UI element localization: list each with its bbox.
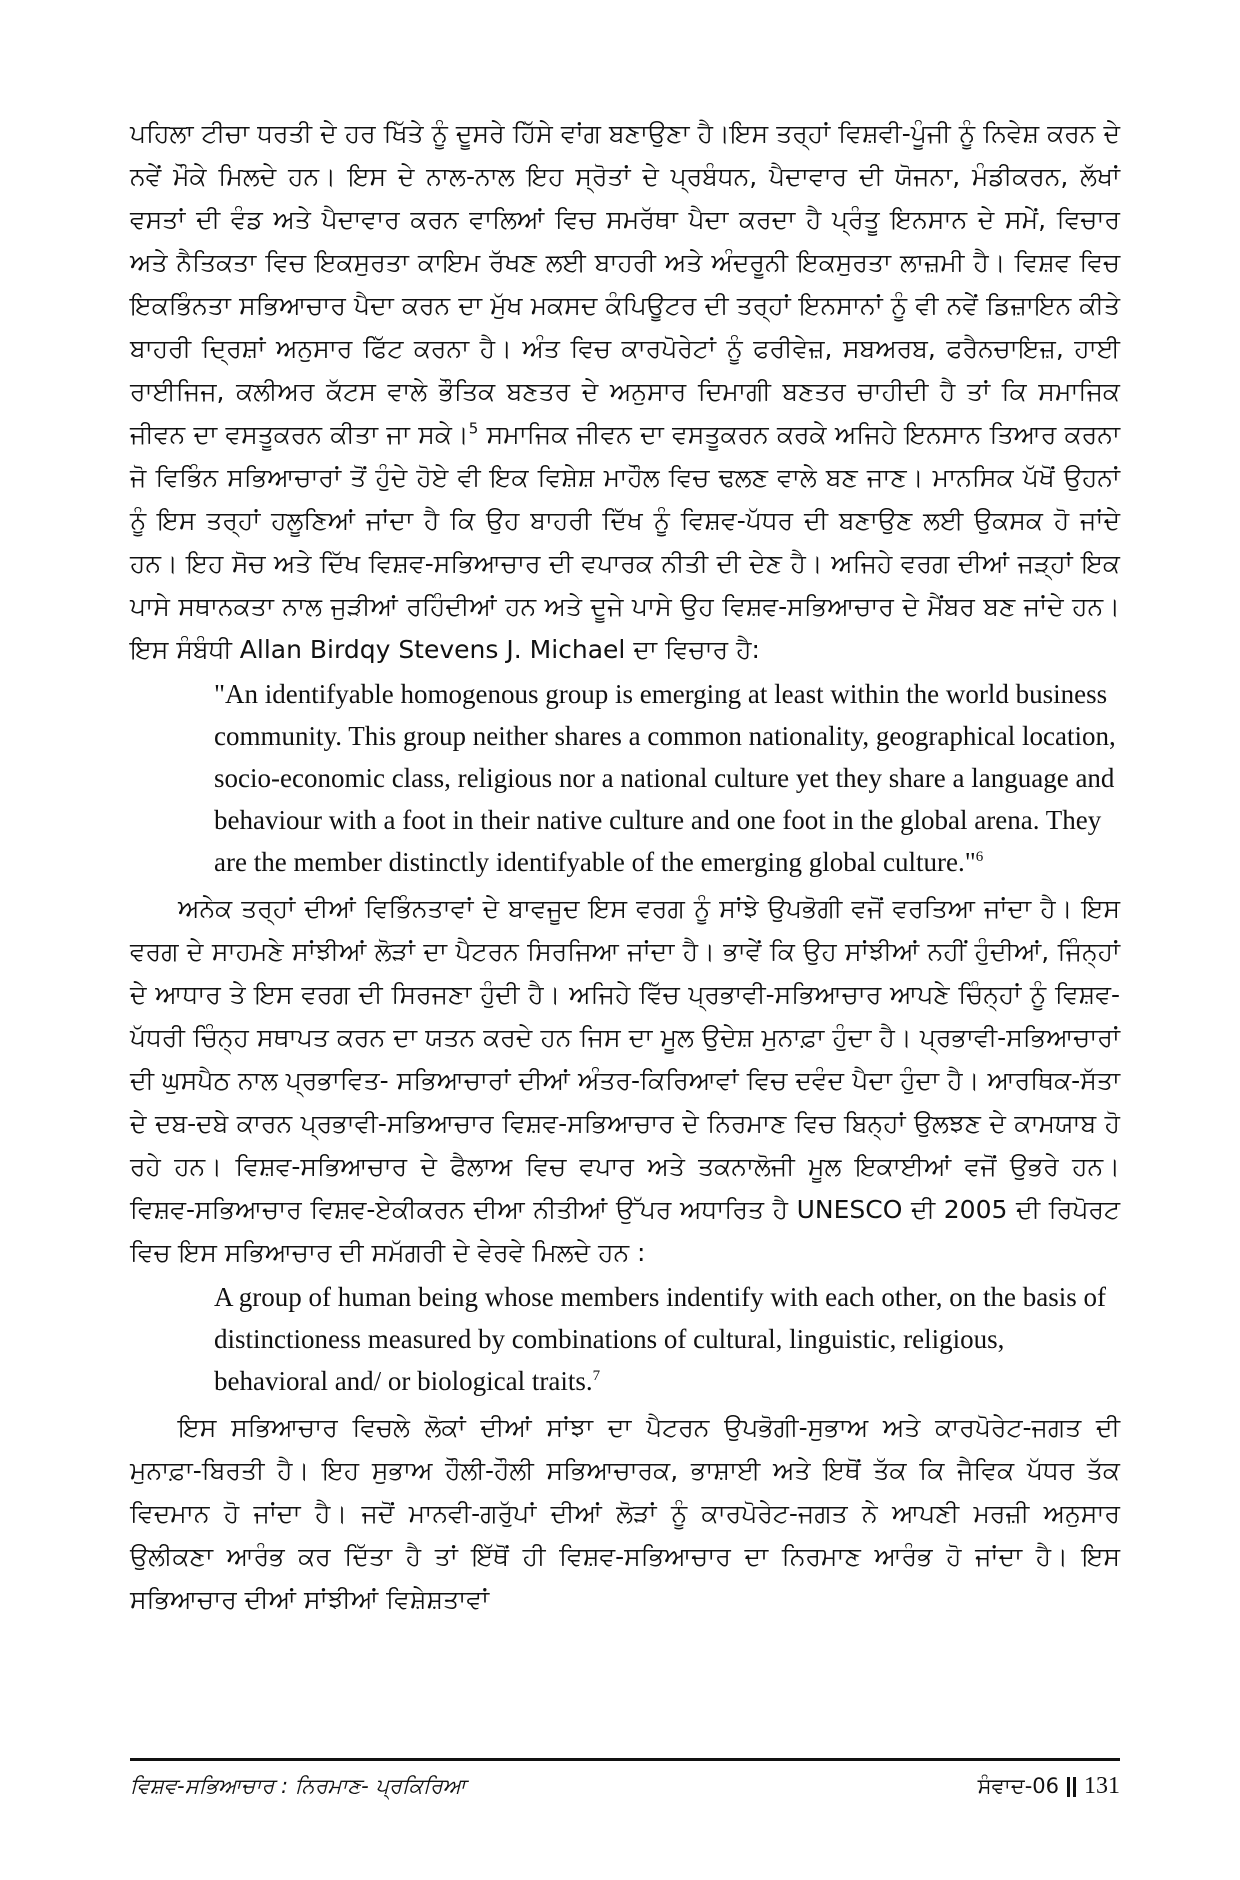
block-quote-1 <box>214 673 1120 883</box>
journal-issue: ਸੰਵਾਦ-06 <box>977 1774 1059 1798</box>
paragraph-1 <box>130 112 1120 671</box>
block-quote-1-text: "An identifyable homogenous group is emerging at least within the world business community. This group neither shares a common nationality, geographical location, socio-economic class, religious nor a national culture yet they share a language and behaviour with a foot in their native culture and one foot in the global arena. They are the member distinctly identifyable of the emerging global culture." <box>214 679 1116 877</box>
paragraph-2: ਅਨੇਕ ਤਰ੍ਹਾਂ ਦੀਆਂ ਵਿਭਿੰਨਤਾਵਾਂ ਦੇ ਬਾਵਜੂਦ ਇਸ ਵਰਗ ਨੂੰ ਸਾਂਝੇ ਉਪਭੋਗੀ ਵਜੋਂ ਵਰਤਿਆ ਜਾਂਦਾ ਹੈ। ਇਸ ਵਰਗ ਦੇ ਸਾਹਮਣੇ ਸਾਂਝੀਆਂ ਲੋੜਾਂ ਦਾ ਪੈਟਰਨ ਸਿਰਜਿਆ ਜਾਂਦਾ ਹੈ। ਭਾਵੇਂ ਕਿ ਉਹ ਸਾਂਝੀਆਂ ਨਹੀਂ ਹੁੰਦੀਆਂ, ਜਿੰਨ੍ਹਾਂ ਦੇ ਆਧਾਰ ਤੇ ਇਸ ਵਰਗ ਦੀ ਸਿਰਜਣਾ ਹੁੰਦੀ ਹੈ। ਅਜਿਹੇ ਵਿੱਚ ਪ੍ਰਭਾਵੀ-ਸਭਿਆਚਾਰ ਆਪਣੇ ਚਿੰਨ੍ਹਾਂ ਨੂੰ ਵਿਸ਼ਵ-ਪੱਧਰੀ ਚਿੰਨ੍ਹ ਸਥਾਪਤ ਕਰਨ ਦਾ ਯਤਨ ਕਰਦੇ ਹਨ ਜਿਸ ਦਾ ਮੂਲ ਉਦੇਸ਼ ਮੁਨਾਫ਼ਾ ਹੁੰਦਾ ਹੈ। ਪ੍ਰਭਾਵੀ-ਸਭਿਆਚਾਰਾਂ ਦੀ ਘੁਸਪੈਠ ਨਾਲ ਪ੍ਰਭਾਵਿਤ- ਸਭਿਆਚਾਰਾਂ ਦੀਆਂ ਅੰਤਰ-ਕਿਰਿਆਵਾਂ ਵਿਚ ਦਵੰਦ ਪੈਦਾ ਹੁੰਦਾ ਹੈ। ਆਰਥਿਕ-ਸੱਤਾ ਦੇ ਦਬ-ਦਬੇ ਕਾਰਨ ਪ੍ਰਭਾਵੀ-ਸਭਿਆਚਾਰ ਵਿਸ਼ਵ-ਸਭਿਆਚਾਰ ਦੇ ਨਿਰਮਾਣ ਵਿਚ ਬਿਨ੍ਹਾਂ ਉਲਝਣ ਦੇ ਕਾਮਯਾਬ ਹੋ ਰਹੇ ਹਨ। ਵਿਸ਼ਵ-ਸਭਿਆਚਾਰ ਦੇ ਫੈਲਾਅ ਵਿਚ ਵਪਾਰ ਅਤੇ ਤਕਨਾਲੋਜੀ ਮੂਲ ਇਕਾਈਆਂ ਵਜੋਂ ਉਭਰੇ ਹਨ। ਵਿਸ਼ਵ-ਸਭਿਆਚਾਰ ਵਿਸ਼ਵ-ਏਕੀਕਰਨ ਦੀਆ ਨੀਤੀਆਂ ਉੱਪਰ ਅਧਾਰਿਤ ਹੈ UNESCO ਦੀ 2005 ਦੀ ਰਿਪੋਰਟ ਵਿਚ ਇਸ ਸਭਿਆਚਾਰ ਦੀ ਸਮੱਗਰੀ ਦੇ ਵੇਰਵੇ ਮਿਲਦੇ ਹਨ : <box>130 894 1121 1267</box>
paragraph-3: ਇਸ ਸਭਿਆਚਾਰ ਵਿਚਲੇ ਲੋਕਾਂ ਦੀਆਂ ਸਾਂਝਾ ਦਾ ਪੈਟਰਨ ਉਪਭੋਗੀ-ਸੁਭਾਅ ਅਤੇ ਕਾਰਪੋਰੇਟ-ਜਗਤ ਦੀ ਮੁਨਾਫ਼ਾ-ਬਿਰਤੀ ਹੈ। ਇਹ ਸੁਭਾਅ ਹੌਲੀ-ਹੌਲੀ ਸਭਿਆਚਾਰਕ, ਭਾਸ਼ਾਈ ਅਤੇ ਇਥੋਂ ਤੱਕ ਕਿ ਜੈਵਿਕ ਪੱਧਰ ਤੱਕ ਵਿਦਮਾਨ ਹੋ ਜਾਂਦਾ ਹੈ। ਜਦੋਂ ਮਾਨਵੀ-ਗਰੁੱਪਾਂ ਦੀਆਂ ਲੋੜਾਂ ਨੂੰ ਕਾਰਪੋਰੇਟ-ਜਗਤ ਨੇ ਆਪਣੀ ਮਰਜ਼ੀ ਅਨੁਸਾਰ ਉਲੀਕਣਾ ਆਰੰਭ ਕਰ ਦਿੱਤਾ ਹੈ ਤਾਂ ਇੱਥੋਂ ਹੀ ਵਿਸ਼ਵ-ਸਭਿਆਚਾਰ ਦਾ ਨਿਰਮਾਣ ਆਰੰਭ ਹੋ ਜਾਂਦਾ ਹੈ। ਇਸ ਸਭਿਆਚਾਰ ਦੀਆਂ ਸਾਂਝੀਆਂ ਵਿਸ਼ੇਸ਼ਤਾਵਾਂ <box>130 1413 1120 1614</box>
running-title: ਵਿਸ਼ਵ-ਸਭਿਆਚਾਰ : ਨਿਰਮਾਣ- ਪ੍ਰਕਿਰਿਆ <box>130 1774 466 1798</box>
footer-right <box>978 1773 1120 1800</box>
block-quote-2-text: A group of human being whose members indentify with each other, on the basis of distinctioness measured by combinations of cultural, linguistic, religious, behavioral and/ or biological traits. <box>214 1282 1106 1396</box>
paragraph-1-text: ਪਹਿਲਾ ਟੀਚਾ ਧਰਤੀ ਦੇ ਹਰ ਖਿੱਤੇ ਨੂੰ ਦੂਸਰੇ ਹਿੱਸੇ ਵਾਂਗ ਬਣਾਉਣਾ ਹੈ।ਇਸ ਤਰ੍ਹਾਂ ਵਿਸ਼ਵੀ-ਪੂੰਜੀ ਨੂੰ ਨਿਵੇਸ਼ ਕਰਨ ਦੇ ਨਵੇਂ ਮੌਕੇ ਮਿਲਦੇ ਹਨ। ਇਸ ਦੇ ਨਾਲ-ਨਾਲ ਇਹ ਸ੍ਰੋਤਾਂ ਦੇ ਪ੍ਰਬੰਧਨ, ਪੈਦਾਵਾਰ ਦੀ ਯੋਜਨਾ, ਮੰਡੀਕਰਨ, ਲੱਖਾਂ ਵਸਤਾਂ ਦੀ ਵੰਡ ਅਤੇ ਪੈਦਾਵਾਰ ਕਰਨ ਵਾਲਿਆਂ ਵਿਚ ਸਮਰੱਥਾ ਪੈਦਾ ਕਰਦਾ ਹੈ ਪ੍ਰੰਤੂ ਇਨਸਾਨ ਦੇ ਸਮੇਂ, ਵਿਚਾਰ ਅਤੇ ਨੈਤਿਕਤਾ ਵਿਚ ਇਕਸੁਰਤਾ ਕਾਇਮ ਰੱਖਣ ਲਈ ਬਾਹਰੀ ਅਤੇ ਅੰਦਰੂਨੀ ਇਕਸੁਰਤਾ ਲਾਜ਼ਮੀ ਹੈ। ਵਿਸ਼ਵ ਵਿਚ ਇਕਭਿੰਨਤਾ ਸਭਿਆਚਾਰ ਪੈਦਾ ਕਰਨ ਦਾ ਮੁੱਖ ਮਕਸਦ ਕੰਪਿਊਟਰ ਦੀ ਤਰ੍ਹਾਂ ਇਨਸਾਨਾਂ ਨੂੰ ਵੀ ਨਵੇਂ ਡਿਜ਼ਾਇਨ ਕੀਤੇ ਬਾਹਰੀ ਦ੍ਰਿਸ਼ਾਂ ਅਨੁਸਾਰ ਫਿੱਟ ਕਰਨਾ ਹੈ। ਅੰਤ ਵਿਚ ਕਾਰਪੋਰੇਟਾਂ ਨੂੰ ਫਰੀਵੇਜ਼, ਸਬਅਰਬ, ਫਰੈਨਚਾਇਜ਼, ਹਾਈ ਰਾਈਜਿਜ, ਕਲੀਅਰ ਕੱਟਸ ਵਾਲੇ ਭੌਤਿਕ ਬਣਤਰ ਦੇ ਅਨੁਸਾਰ ਦਿਮਾਗੀ ਬਣਤਰ ਚਾਹੀਦੀ ਹੈ ਤਾਂ ਕਿ ਸਮਾਜਿਕ ਜੀਵਨ ਦਾ ਵਸਤੂਕਰਨ ਕੀਤਾ ਜਾ ਸਕੇ। <box>130 119 1120 449</box>
page-footer <box>130 1758 1120 1800</box>
separator-bars-icon <box>1067 1777 1076 1797</box>
footnote-ref-6: 6 <box>975 849 984 865</box>
paragraph-1-continued: ਸਮਾਜਿਕ ਜੀਵਨ ਦਾ ਵਸਤੂਕਰਨ ਕਰਕੇ ਅਜਿਹੇ ਇਨਸਾਨ ਤਿਆਰ ਕਰਨਾ ਜੋ ਵਿਭਿੰਨ ਸਭਿਆਚਾਰਾਂ ਤੋਂ ਹੁੰਦੇ ਹੋਏ ਵੀ ਇਕ ਵਿਸ਼ੇਸ਼ ਮਾਹੌਲ ਵਿਚ ਢਲਣ ਵਾਲੇ ਬਣ ਜਾਣ। ਮਾਨਸਿਕ ਪੱਖੋਂ ਉਹਨਾਂ ਨੂੰ ਇਸ ਤਰ੍ਹਾਂ ਹਲੂਣਿਆਂ ਜਾਂਦਾ ਹੈ ਕਿ ਉਹ ਬਾਹਰੀ ਦਿੱਖ ਨੂੰ ਵਿਸ਼ਵ-ਪੱਧਰ ਦੀ ਬਣਾਉਣ ਲਈ ਉਕਸਕ ਹੋ ਜਾਂਦੇ ਹਨ। ਇਹ ਸੋਚ ਅਤੇ ਦਿੱਖ ਵਿਸ਼ਵ-ਸਭਿਆਚਾਰ ਦੀ ਵਪਾਰਕ ਨੀਤੀ ਦੀ ਦੇਣ ਹੈ। ਅਜਿਹੇ ਵਰਗ ਦੀਆਂ ਜੜ੍ਹਾਂ ਇਕ ਪਾਸੇ ਸਥਾਨਕਤਾ ਨਾਲ ਜੁੜੀਆਂ ਰਹਿੰਦੀਆਂ ਹਨ ਅਤੇ ਦੂਜੇ ਪਾਸੇ ਉਹ ਵਿਸ਼ਵ-ਸਭਿਆਚਾਰ ਦੇ ਮੈਂਬਰ ਬਣ ਜਾਂਦੇ ਹਨ। ਇਸ ਸੰਬੰਧੀ Allan Birdqy Stevens J. Michael ਦਾ ਵਿਚਾਰ ਹੈ: <box>130 420 1120 664</box>
footnote-ref-7: 7 <box>592 1368 601 1384</box>
page-number: 131 <box>1084 1773 1120 1799</box>
footnote-ref-5: 5 <box>468 419 479 438</box>
footer-rule <box>130 1758 1120 1761</box>
block-quote-2 <box>214 1276 1120 1402</box>
page-body <box>130 112 1120 1872</box>
